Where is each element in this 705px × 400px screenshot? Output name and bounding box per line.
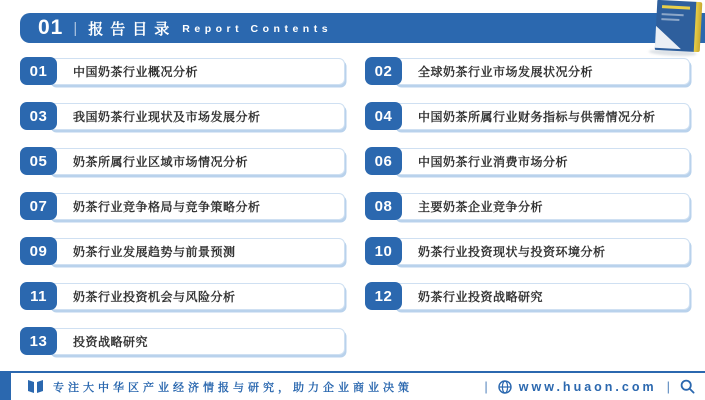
toc-item-number: 07 (20, 192, 57, 220)
toc-item-number: 12 (365, 282, 402, 310)
toc-item-label: 主要奶茶企业竞争分析 (418, 199, 544, 214)
toc-item-label: 奶茶行业投资机会与风险分析 (73, 289, 236, 304)
toc-item-pill (49, 58, 345, 85)
report-cover-thumbnail (655, 0, 703, 54)
page-subtitle: Report Contents (182, 23, 333, 35)
toc-item-number: 13 (20, 327, 57, 355)
toc-item-pill (49, 238, 345, 265)
toc-item-label: 奶茶行业投资战略研究 (418, 289, 544, 304)
toc-item-pill (49, 328, 345, 355)
footer-separator: | (484, 379, 488, 394)
toc-item-label: 全球奶茶行业市场发展状况分析 (418, 64, 594, 79)
toc-item-number: 09 (20, 237, 57, 265)
toc-item-number: 02 (365, 57, 402, 85)
toc-item[interactable] (365, 192, 690, 220)
book-corner-fold (655, 26, 682, 49)
toc-item-pill (394, 238, 690, 265)
toc-item[interactable] (365, 237, 690, 265)
toc-item[interactable] (365, 57, 690, 85)
section-number: 01 (38, 16, 64, 39)
toc-item-pill (394, 193, 690, 220)
toc-item-number: 01 (20, 57, 57, 85)
toc-item-pill (394, 148, 690, 175)
toc-item-number: 11 (20, 282, 57, 310)
toc-item[interactable] (365, 282, 690, 310)
footer-bar (0, 371, 705, 400)
page-title: 报告目录 (88, 20, 177, 38)
toc-item-label: 奶茶所属行业区域市场情况分析 (73, 154, 249, 169)
toc-item-pill (49, 193, 345, 220)
toc-item-pill (49, 283, 345, 310)
search-icon[interactable] (680, 379, 695, 394)
toc-item[interactable] (365, 147, 690, 175)
toc-item-number: 06 (365, 147, 402, 175)
footer-right-group (474, 379, 705, 394)
toc-item[interactable] (20, 192, 345, 220)
toc-item-pill (49, 148, 345, 175)
header-banner (20, 13, 705, 43)
toc-item-label: 中国奶茶所属行业财务指标与供需情况分析 (418, 109, 656, 124)
toc-item-number: 04 (365, 102, 402, 130)
toc-item-label: 奶茶行业竞争格局与竞争策略分析 (73, 199, 261, 214)
toc-item-label: 我国奶茶行业现状及市场发展分析 (73, 109, 261, 124)
footer-edge-block (0, 373, 11, 400)
toc-item[interactable] (20, 237, 345, 265)
globe-icon (498, 380, 512, 394)
toc-item-label: 中国奶茶行业消费市场分析 (418, 154, 569, 169)
footer-tagline: 专注大中华区产业经济情报与研究，助力企业商业决策 (53, 381, 413, 394)
toc-item-label: 奶茶行业发展趋势与前景预测 (73, 244, 236, 259)
toc-item[interactable] (20, 147, 345, 175)
toc-item-pill (394, 283, 690, 310)
toc-item-pill (49, 103, 345, 130)
toc-item-pill (394, 103, 690, 130)
toc-item-number: 08 (365, 192, 402, 220)
toc-item-pill (394, 58, 690, 85)
open-book-logo-icon (27, 379, 44, 394)
footer-separator: | (666, 379, 670, 394)
toc-item-label: 中国奶茶行业概况分析 (73, 64, 199, 79)
book-text-line (662, 13, 684, 16)
toc-grid (20, 57, 690, 355)
toc-item-number: 03 (20, 102, 57, 130)
book-title-line (662, 5, 690, 9)
book-text-line (661, 18, 679, 21)
website-link[interactable]: www.huaon.com (518, 379, 657, 394)
toc-item[interactable] (20, 282, 345, 310)
toc-item-number: 05 (20, 147, 57, 175)
toc-item[interactable] (20, 57, 345, 85)
toc-item[interactable] (20, 327, 345, 355)
header-divider: | (73, 19, 78, 37)
toc-item-label: 投资战略研究 (73, 334, 149, 349)
toc-item-number: 10 (365, 237, 402, 265)
book-cover (655, 0, 698, 52)
toc-item[interactable] (20, 102, 345, 130)
toc-item-label: 奶茶行业投资现状与投资环境分析 (418, 244, 606, 259)
toc-item[interactable] (365, 102, 690, 130)
